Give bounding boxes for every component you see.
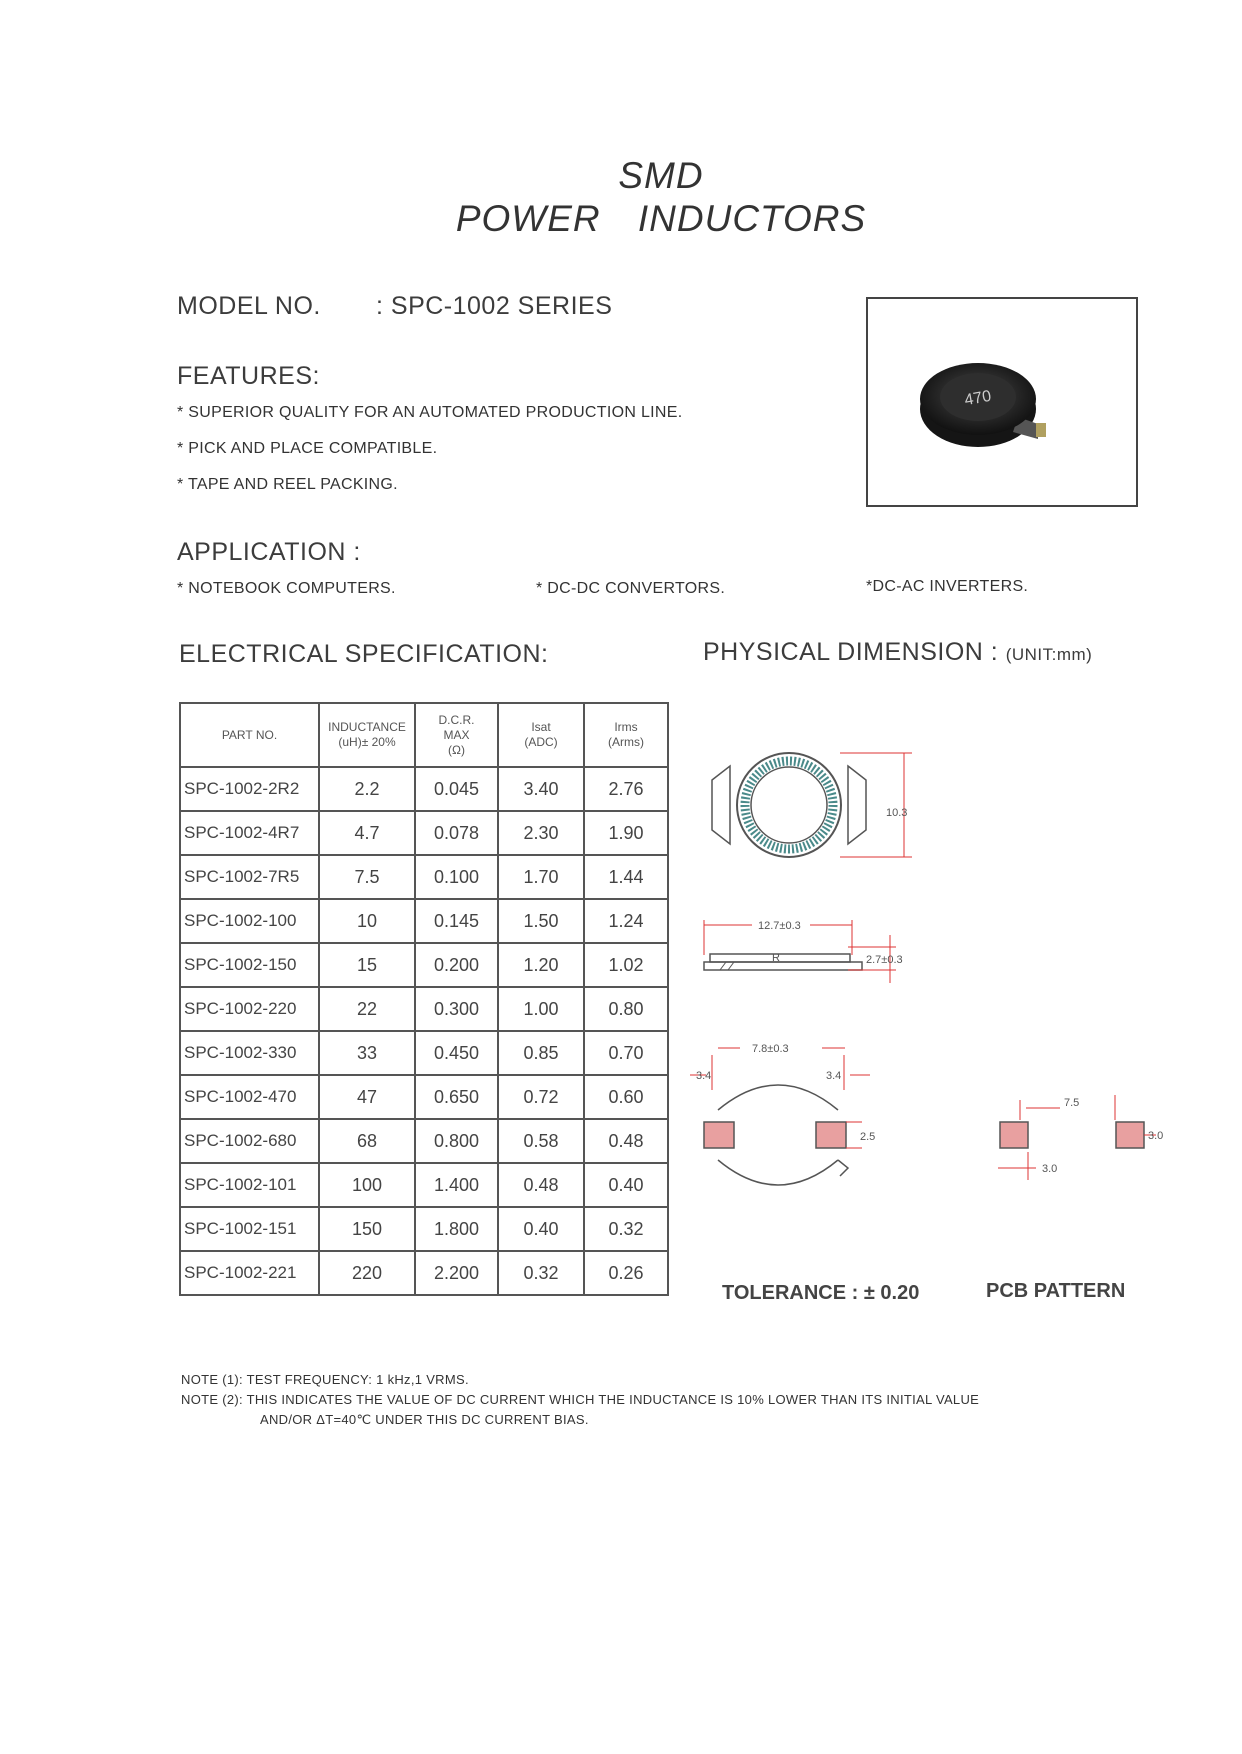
dim-pcb-pad-h: 3.0 (1148, 1130, 1164, 1142)
cell-part-no: SPC-1002-150 (180, 943, 319, 987)
electrical-spec-heading: ELECTRICAL SPECIFICATION: (179, 640, 549, 668)
cell-inductance: 10 (319, 899, 415, 943)
model-label: MODEL NO. (177, 292, 321, 320)
table-row (180, 943, 668, 987)
cell-isat: 0.48 (498, 1163, 584, 1207)
dim-height: 10.3 (886, 807, 908, 819)
title-line-2: POWER INDUCTORS (455, 198, 867, 239)
pcb-pattern-drawing (998, 1095, 1163, 1180)
cell-dcr: 0.045 (415, 767, 498, 811)
table-row (180, 767, 668, 811)
header-dcr (415, 703, 498, 767)
table-row (180, 1207, 668, 1251)
cell-part-no: SPC-1002-470 (180, 1075, 319, 1119)
cell-dcr: 0.100 (415, 855, 498, 899)
dim-pad-left: 3.4 (696, 1070, 712, 1082)
cell-part-no: SPC-1002-221 (180, 1251, 319, 1295)
dim-pcb-pad-w: 3.0 (1042, 1163, 1058, 1175)
inductor-photo-icon (868, 299, 1136, 505)
dim-pad-height: 2.5 (860, 1131, 876, 1143)
dim-pcb-span: 7.5 (1064, 1097, 1080, 1109)
cell-irms: 1.90 (584, 811, 668, 855)
cell-inductance: 4.7 (319, 811, 415, 855)
cell-inductance: 7.5 (319, 855, 415, 899)
table-row (180, 899, 668, 943)
physical-unit: (UNIT:mm) (1005, 645, 1093, 664)
pcb-pattern-label: PCB PATTERN (986, 1280, 1126, 1302)
cell-isat: 1.50 (498, 899, 584, 943)
side-view-drawing (704, 920, 903, 983)
dim-pad-right: 3.4 (826, 1070, 842, 1082)
cell-inductance: 220 (319, 1251, 415, 1295)
cell-inductance: 150 (319, 1207, 415, 1251)
header-text: (uH)± 20% (338, 735, 396, 749)
table-row (180, 855, 668, 899)
cell-part-no: SPC-1002-220 (180, 987, 319, 1031)
header-text: MAX (443, 727, 470, 742)
cell-dcr: 0.078 (415, 811, 498, 855)
cell-irms: 1.24 (584, 899, 668, 943)
cell-part-no: SPC-1002-2R2 (180, 767, 319, 811)
header-inductance (319, 703, 415, 767)
tolerance-label: TOLERANCE : ± 0.20 (722, 1282, 920, 1304)
feature-item: * SUPERIOR QUALITY FOR AN AUTOMATED PRODUCTION LINE. (177, 404, 683, 421)
cell-inductance: 2.2 (319, 767, 415, 811)
header-part-no (180, 703, 319, 767)
header-text: (ADC) (524, 735, 558, 749)
cell-isat: 0.40 (498, 1207, 584, 1251)
feature-item: * TAPE AND REEL PACKING. (177, 476, 398, 493)
note-1: NOTE (1): TEST FREQUENCY: 1 kHz,1 VRMS. (181, 1372, 469, 1387)
table-row (180, 1075, 668, 1119)
cell-dcr: 0.200 (415, 943, 498, 987)
dim-thickness: 2.7±0.3 (866, 954, 903, 966)
dim-pad-span: 7.8±0.3 (752, 1043, 789, 1055)
cell-inductance: 33 (319, 1031, 415, 1075)
cell-isat: 0.58 (498, 1119, 584, 1163)
cell-dcr: 1.800 (415, 1207, 498, 1251)
table-row (180, 1163, 668, 1207)
features-heading: FEATURES: (177, 362, 320, 390)
product-photo (866, 297, 1138, 507)
header-text: (Ω) (448, 742, 465, 757)
table-row (180, 1251, 668, 1295)
header-text: PART NO. (221, 727, 278, 742)
cell-part-no: SPC-1002-7R5 (180, 855, 319, 899)
cell-dcr: 0.300 (415, 987, 498, 1031)
cell-irms: 2.76 (584, 767, 668, 811)
note-2: NOTE (2): THIS INDICATES THE VALUE OF DC CURRENT WHICH THE INDUCTANCE IS 10% LOWER THAN ITS INITIAL VALUE (181, 1392, 980, 1407)
header-text: D.C.R. (438, 712, 475, 727)
cell-irms: 0.80 (584, 987, 668, 1031)
cell-part-no: SPC-1002-100 (180, 899, 319, 943)
electrical-spec-table (179, 702, 669, 1296)
cell-dcr: 0.145 (415, 899, 498, 943)
cell-dcr: 0.650 (415, 1075, 498, 1119)
header-text: INDUCTANCE (328, 720, 406, 734)
cell-dcr: 0.800 (415, 1119, 498, 1163)
header-text: Isat (531, 720, 551, 734)
cell-dcr: 1.400 (415, 1163, 498, 1207)
cell-part-no: SPC-1002-151 (180, 1207, 319, 1251)
cell-irms: 0.48 (584, 1119, 668, 1163)
application-item: * NOTEBOOK COMPUTERS. (177, 580, 396, 597)
cell-inductance: 22 (319, 987, 415, 1031)
cell-isat: 0.32 (498, 1251, 584, 1295)
application-item: * DC-DC CONVERTORS. (536, 580, 726, 597)
table-row (180, 987, 668, 1031)
cell-isat: 1.70 (498, 855, 584, 899)
note-2-continued: AND/OR ΔT=40℃ UNDER THIS DC CURRENT BIAS. (260, 1412, 589, 1427)
cell-irms: 1.44 (584, 855, 668, 899)
table-row (180, 1031, 668, 1075)
cell-irms: 0.32 (584, 1207, 668, 1251)
side-view-mark: R (772, 952, 780, 964)
cell-part-no: SPC-1002-4R7 (180, 811, 319, 855)
application-heading: APPLICATION : (177, 538, 361, 566)
cell-part-no: SPC-1002-680 (180, 1119, 319, 1163)
cell-irms: 0.60 (584, 1075, 668, 1119)
header-text: (Arms) (608, 735, 644, 749)
cell-isat: 3.40 (498, 767, 584, 811)
header-text: Irms (614, 720, 638, 734)
title-line-1: SMD (618, 155, 704, 196)
cell-isat: 1.20 (498, 943, 584, 987)
table-row (180, 1119, 668, 1163)
cell-inductance: 15 (319, 943, 415, 987)
cell-part-no: SPC-1002-330 (180, 1031, 319, 1075)
physical-dimension-heading (703, 638, 1092, 667)
cell-irms: 0.40 (584, 1163, 668, 1207)
dimension-drawings (690, 740, 1230, 1320)
application-item: *DC-AC INVERTERS. (866, 578, 1029, 595)
cell-inductance: 68 (319, 1119, 415, 1163)
cell-irms: 0.70 (584, 1031, 668, 1075)
photo-marking: 470 (963, 387, 993, 410)
header-isat (498, 703, 584, 767)
top-view-drawing (712, 753, 912, 857)
bottom-view-drawing (690, 1043, 875, 1185)
cell-inductance: 100 (319, 1163, 415, 1207)
cell-isat: 0.72 (498, 1075, 584, 1119)
cell-part-no: SPC-1002-101 (180, 1163, 319, 1207)
feature-item: * PICK AND PLACE COMPATIBLE. (177, 440, 438, 457)
dim-length: 12.7±0.3 (758, 920, 801, 932)
cell-irms: 1.02 (584, 943, 668, 987)
cell-inductance: 47 (319, 1075, 415, 1119)
physical-heading-text: PHYSICAL DIMENSION : (703, 638, 999, 666)
cell-irms: 0.26 (584, 1251, 668, 1295)
header-irms (584, 703, 668, 767)
cell-isat: 0.85 (498, 1031, 584, 1075)
cell-isat: 1.00 (498, 987, 584, 1031)
cell-isat: 2.30 (498, 811, 584, 855)
table-header-row (180, 703, 668, 767)
cell-dcr: 2.200 (415, 1251, 498, 1295)
model-value: : SPC-1002 SERIES (376, 292, 613, 320)
cell-dcr: 0.450 (415, 1031, 498, 1075)
table-row (180, 811, 668, 855)
table-body (180, 767, 668, 1295)
